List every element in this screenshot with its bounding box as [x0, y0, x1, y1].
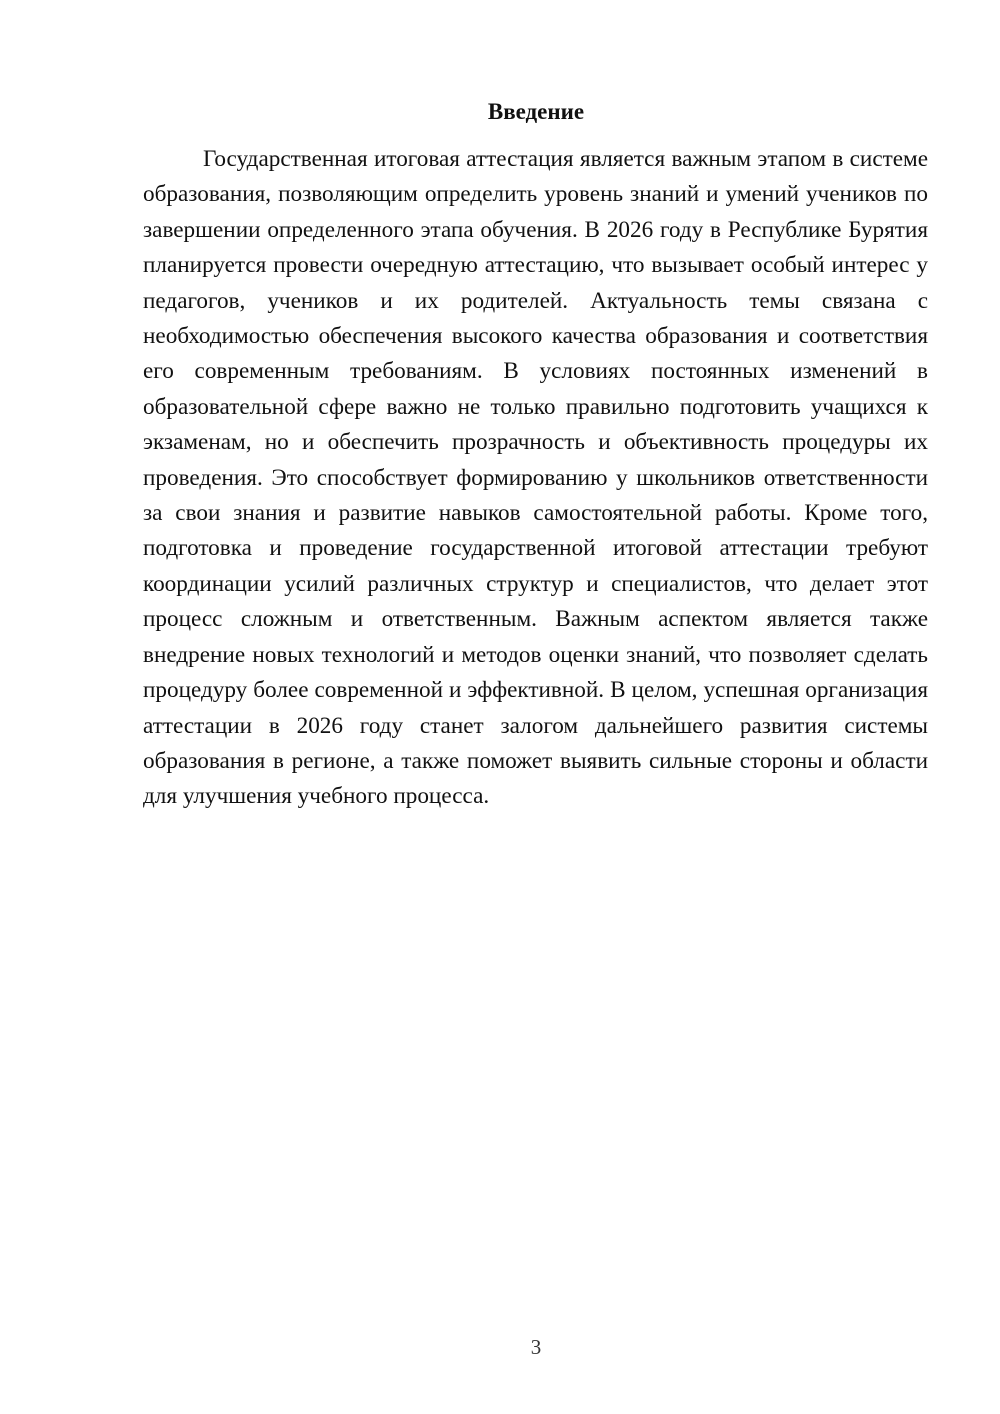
section-heading: Введение: [487, 99, 585, 124]
page-number: 3: [530, 1335, 542, 1359]
body-paragraph: Государственная итоговая аттестация является важным этапом в системе образования, позволяющим определить уровень знаний и умений учеников по завершении определенного этапа обучения. В 2026 году в Республике Бурятия планируется провести очередную аттестацию, что вызывает особый интерес у педагогов, учеников и их родителей. Актуальность темы связана с необходимостью обеспечения высокого качества образования и соответствия его современным требованиям. В условиях постоянных изменений в образовательной сфере важно не только правильно подготовить учащихся к экзаменам, но и обеспечить прозрачность и объективность процедуры их проведения. Это способствует формированию у школьников ответственности за свои знания и развитие навыков самостоятельной работы. Кроме того, подготовка и проведение государственной итоговой аттестации требуют координации усилий различных структур и специалистов, что делает этот процесс сложным и ответственным. Важным аспектом является также внедрение новых технологий и методов оценки знаний, что позволяет сделать процедуру более современной и эффективной. В целом, успешная организация аттестации в 2026 году станет залогом дальнейшего развития системы образования в регионе, а также поможет выявить сильные стороны и области для улучшения учебного процесса.: [143, 146, 928, 810]
